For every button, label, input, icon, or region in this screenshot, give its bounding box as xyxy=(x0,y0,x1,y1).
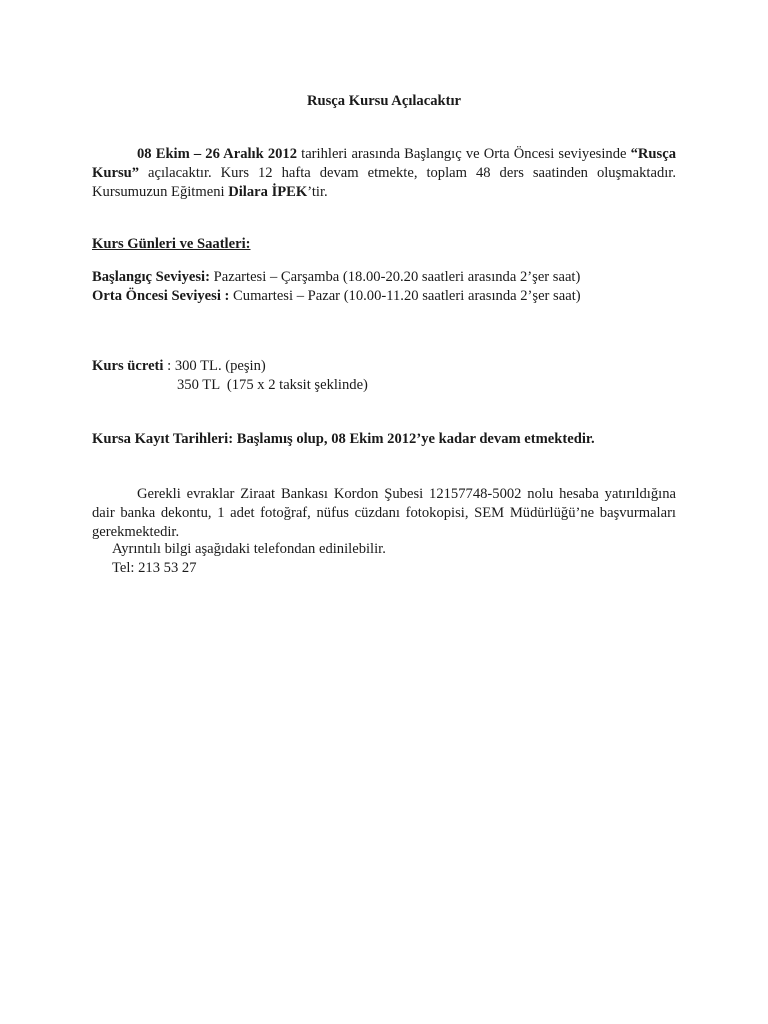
registration-dates: Kursa Kayıt Tarihleri: Başlamış olup, 08 Ekim 2012’ye kadar devam etmektedir. xyxy=(92,431,595,447)
level-beginner xyxy=(92,268,676,287)
document-title: Rusça Kursu Açılacaktır xyxy=(306,93,462,109)
intro-text-1: tarihleri arasında Başlangıç ve Orta Öncesi seviyesinde xyxy=(297,146,631,162)
fee-label: Kurs ücreti xyxy=(92,358,164,374)
date-range: 08 Ekim – 26 Aralık 2012 xyxy=(137,146,298,162)
instructor-name: Dilara İPEK xyxy=(228,184,308,200)
documents-paragraph: Gerekli evraklar Ziraat Bankası Kordon Şubesi 12157748-5002 nolu hesaba yatırıldığına dair banka dekontu, 1 adet fotoğraf, nüfus cüzdanı fotokopisi, SEM Müdürlüğü’ne başvurmaları gerekmektedir. xyxy=(92,486,676,540)
level-label: Başlangıç Seviyesi: xyxy=(92,269,210,285)
levels-list xyxy=(92,268,676,306)
schedule-heading: Kurs Günleri ve Saatleri: xyxy=(92,236,251,252)
level-pre-intermediate xyxy=(92,287,676,306)
fee-installment: 350 TL (175 x 2 taksit şeklinde) xyxy=(177,377,368,393)
info-line: Ayrıntılı bilgi aşağıdaki telefondan edinilebilir. xyxy=(112,541,386,557)
fee-section xyxy=(92,357,676,395)
contact-section xyxy=(92,540,676,578)
level-detail: Cumartesi – Pazar (10.00-11.20 saatleri arasında 2’şer saat) xyxy=(229,288,581,304)
intro-text-3: ’tir. xyxy=(307,184,328,200)
intro-paragraph xyxy=(92,145,676,202)
fee-line-1 xyxy=(92,357,676,376)
level-label: Orta Öncesi Seviyesi : xyxy=(92,288,230,304)
course-name: “Rusça Kursu” xyxy=(92,146,676,181)
level-detail: Pazartesi – Çarşamba (18.00-20.20 saatleri arasında 2’şer saat) xyxy=(209,269,581,285)
fee-cash: : 300 TL. (peşin) xyxy=(163,358,266,374)
intro-text-2: açılacaktır. Kurs 12 hafta devam etmekte, toplam 48 ders saatinden oluşmaktadır. Kursumuzun Eğitmeni xyxy=(92,165,676,200)
phone-number: Tel: 213 53 27 xyxy=(112,560,197,576)
